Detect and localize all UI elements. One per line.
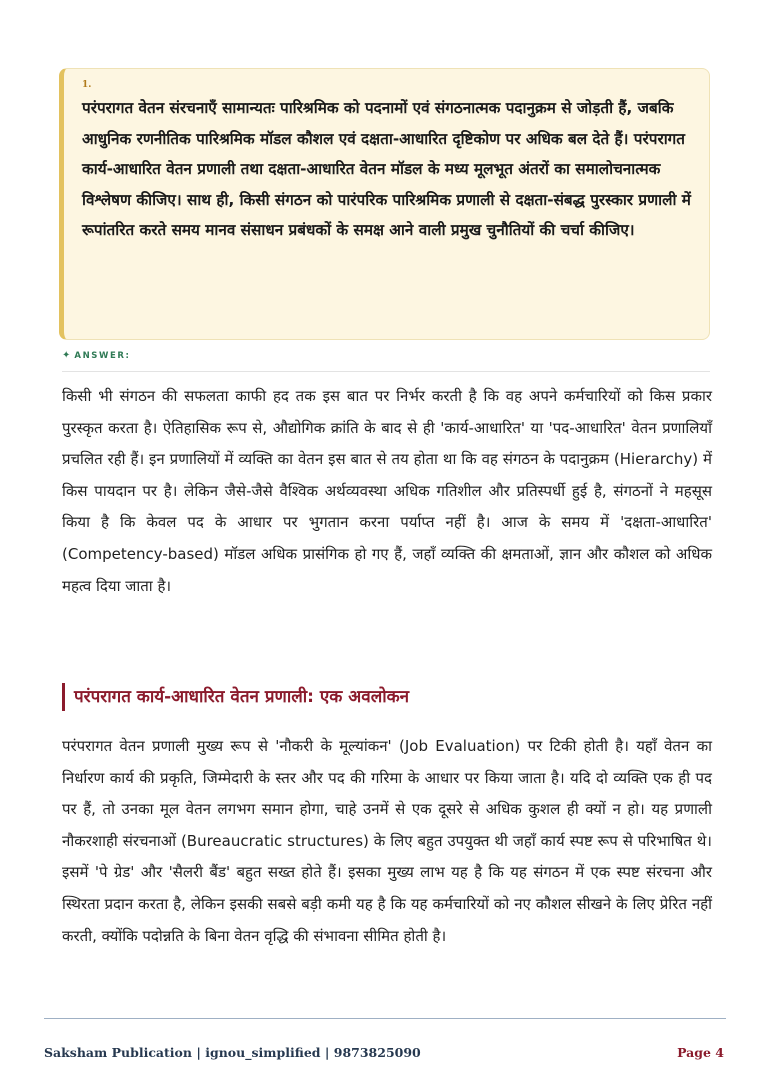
answer-label: ANSWER: [74, 351, 131, 361]
sparkle-icon: ✦ [62, 350, 71, 361]
answer-header [62, 350, 710, 362]
footer-publisher: Saksham Publication | ignou_simplified | 9873825090 [44, 1045, 421, 1060]
intro-paragraph: किसी भी संगठन की सफलता काफी हद तक इस बात पर निर्भर करती है कि वह अपने कर्मचारियों को किस प्रकार पुरस्कृत करता है। ऐतिहासिक रूप से, औद्योगिक क्रांति के बाद से ही 'कार्य-आधारित' या 'पद-आधारित' वेतन प्रणालियाँ प्रचलित रही हैं। इन प्रणालियों में व्यक्ति का वेतन इस बात से तय होता था कि वह संगठन के पदानुक्रम (Hierarchy) में किस पायदान पर है। लेकिन जैसे-जैसे वैश्विक अर्थव्यवस्था अधिक गतिशील और प्रतिस्पर्धी हुई है, संगठनों ने महसूस किया है कि केवल पद के आधार पर भुगतान करना पर्याप्त नहीं है। आज के समय में 'दक्षता-आधारित' (Competency-based) मॉडल अधिक प्रासंगिक हो गए हैं, जहाँ व्यक्ति की क्षमताओं, ज्ञान और कौशल को अधिक महत्व दिया जाता है। [62, 387, 712, 595]
footer-divider [44, 1018, 726, 1019]
page-number: Page 4 [677, 1045, 724, 1060]
question-number: 1. [82, 80, 92, 90]
question-box [59, 68, 710, 340]
section-heading: परंपरागत कार्य-आधारित वेतन प्रणाली: एक अवलोकन [62, 683, 724, 711]
answer-divider [62, 371, 710, 372]
question-text: परंपरागत वेतन संरचनाएँ सामान्यतः पारिश्रमिक को पदनामों एवं संगठनात्मक पदानुक्रम से जोड़ती हैं, जबकि आधुनिक रणनीतिक पारिश्रमिक मॉडल कौशल एवं दक्षता-आधारित दृष्टिकोण पर अधिक बल देते हैं। परंपरागत कार्य-आधारित वेतन प्रणाली तथा दक्षता-आधारित वेतन मॉडल के मध्य मूलभूत अंतरों का समालोचनात्मक विश्लेषण कीजिए। साथ ही, किसी संगठन को पारंपरिक पारिश्रमिक प्रणाली से दक्षता-संबद्ध पुरस्कार प्रणाली में रूपांतरित करते समय मानव संसाधन प्रबंधकों के समक्ष आने वाली प्रमुख चुनौतियों की चर्चा कीजिए। [82, 99, 691, 239]
section-paragraph: परंपरागत वेतन प्रणाली मुख्य रूप से 'नौकरी के मूल्यांकन' (Job Evaluation) पर टिकी होती है। यहाँ वेतन का निर्धारण कार्य की प्रकृति, जिम्मेदारी के स्तर और पद की गरिमा के आधार पर किया जाता है। यदि दो व्यक्ति एक ही पद पर हैं, तो उनका मूल वेतन लगभग समान होगा, चाहे उनमें से एक दूसरे से अधिक कुशल ही क्यों न हो। यह प्रणाली नौकरशाही संरचनाओं (Bureaucratic structures) के लिए बहुत उपयुक्त थी जहाँ कार्य स्पष्ट रूप से परिभाषित थे। इसमें 'पे ग्रेड' और 'सैलरी बैंड' बहुत सख्त होते हैं। इसका मुख्य लाभ यह है कि यह संगठन में एक स्पष्ट संरचना और स्थिरता प्रदान करता है, लेकिन इसकी सबसे बड़ी कमी यह है कि यह कर्मचारियों को नए कौशल सीखने के लिए प्रेरित नहीं करती, क्योंकि पदोन्नति के बिना वेतन वृद्धि की संभावना सीमित होती है। [62, 737, 712, 945]
